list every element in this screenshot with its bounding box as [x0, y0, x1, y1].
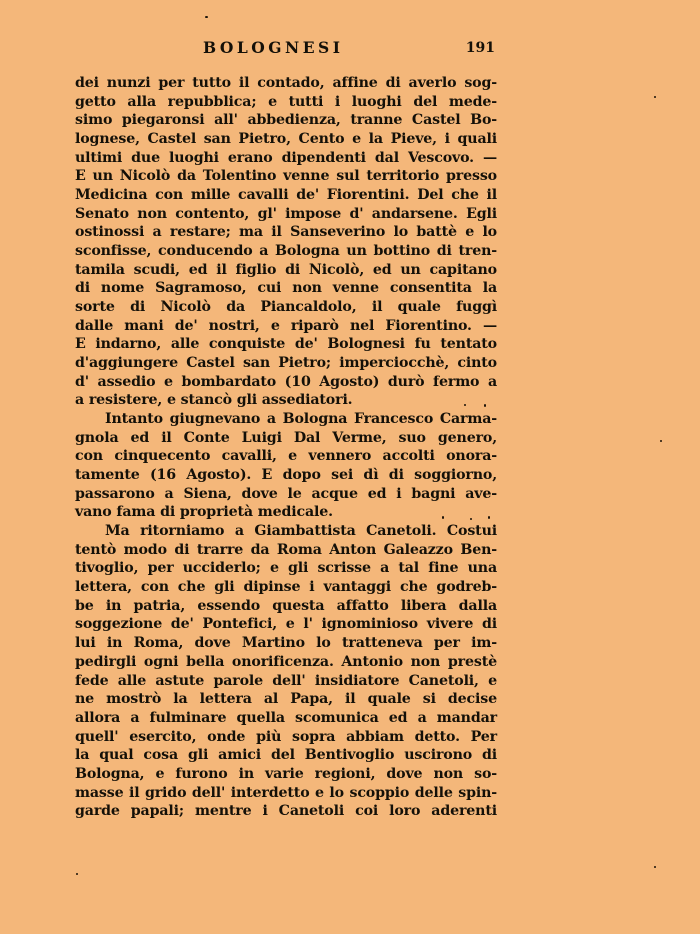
scan-speck [76, 873, 78, 875]
text-body [75, 74, 497, 821]
text-line: garde papali; mentre i Canetoli coi loro aderenti [75, 803, 497, 820]
scan-speck [488, 516, 490, 519]
text-line: lui in Roma, dove Martino lo tratteneva per im- [75, 635, 497, 652]
scan-speck [654, 866, 656, 868]
header-title: BOLOGNESI [203, 38, 344, 57]
text-line: d' assedio e bombardato (10 Agosto) durò fermo a [75, 373, 497, 390]
text-line: ostinossi a restare; ma il Sanseverino lo battè e lo [75, 224, 497, 241]
text-line: gnola ed il Conte Luigi Dal Verme, suo genero, [75, 429, 497, 446]
text-line: passarono a Siena, dove le acque ed i bagni ave- [75, 485, 497, 502]
scan-speck [654, 96, 656, 98]
page-number: 191 [465, 40, 495, 56]
scan-speck [660, 440, 662, 442]
text-line: pedirgli ogni bella onorificenza. Antonio non prestè [75, 653, 497, 670]
text-line: allora a fulminare quella scomunica ed a mandar [75, 709, 497, 726]
text-line: tentò modo di trarre da Roma Anton Galeazzo Ben- [75, 541, 497, 558]
text-line: getto alla repubblica; e tutti i luoghi del mede- [75, 93, 497, 110]
text-line: soggezione de' Pontefici, e l' ignominioso vivere di [75, 616, 497, 633]
scan-speck [470, 518, 472, 520]
scan-speck [484, 404, 486, 407]
text-line: Senato non contento, gl' impose d' andarsene. Egli [75, 205, 497, 222]
text-line: quell' esercito, onde più sopra abbiam detto. Per [75, 728, 497, 745]
scan-speck [464, 404, 466, 406]
text-line: tivoglio, per ucciderlo; e gli scrisse a tal fine una [75, 560, 497, 577]
text-line: Intanto giugnevano a Bologna Francesco Carma- [105, 411, 497, 428]
text-line: sconfisse, conducendo a Bologna un bottino di tren- [75, 243, 497, 260]
text-line: a resistere, e stancò gli assediatori. [75, 392, 353, 409]
text-line: tamila scudi, ed il figlio di Nicolò, ed un capitano [75, 261, 497, 278]
text-line: ultimi due luoghi erano dipendenti dal Vescovo. — [75, 149, 497, 166]
text-line: dei nunzi per tutto il contado, affine di averlo sog- [75, 75, 497, 91]
text-line: simo piegaronsi all' abbedienza, tranne Castel Bo- [75, 112, 497, 129]
text-line: fede alle astute parole dell' insidiatore Canetoli, e [75, 672, 497, 689]
text-line: d'aggiungere Castel san Pietro; imperciocchè, cinto [75, 355, 497, 372]
running-header [75, 38, 495, 60]
text-line: sorte di Nicolò da Piancaldolo, il quale fuggì [75, 299, 497, 316]
text-line: Medicina con mille cavalli de' Fiorentini. Del che il [75, 187, 497, 204]
text-line: E un Nicolò da Tolentino venne sul territorio presso [75, 168, 497, 185]
text-line: di nome Sagramoso, cui non venne consentita la [75, 280, 497, 297]
scan-speck [442, 516, 444, 519]
text-line: masse il grido dell' interdetto e lo scoppio delle spin- [75, 784, 497, 801]
text-line: con cinquecento cavalli, e vennero accolti onora- [75, 448, 497, 465]
text-line: lognese, Castel san Pietro, Cento e la Pieve, i quali [75, 131, 497, 148]
scan-speck [205, 16, 208, 18]
text-line: ne mostrò la lettera al Papa, il quale si decise [75, 691, 497, 708]
text-line: tamente (16 Agosto). E dopo sei dì di soggiorno, [75, 467, 497, 484]
text-line: la qual cosa gli amici del Bentivoglio uscirono di [75, 747, 497, 764]
text-line: E indarno, alle conquiste de' Bolognesi fu tentato [75, 336, 497, 353]
text-line: Bologna, e furono in varie regioni, dove non so- [75, 765, 497, 782]
text-line: dalle mani de' nostri, e riparò nel Fiorentino. — [75, 317, 497, 334]
text-line: lettera, con che gli dipinse i vantaggi che godreb- [75, 579, 497, 596]
text-line: be in patria, essendo questa affatto libera dalla [75, 597, 497, 614]
text-line: Ma ritorniamo a Giambattista Canetoli. Costui [105, 523, 497, 540]
text-line: vano fama di proprietà medicale. [75, 504, 333, 521]
